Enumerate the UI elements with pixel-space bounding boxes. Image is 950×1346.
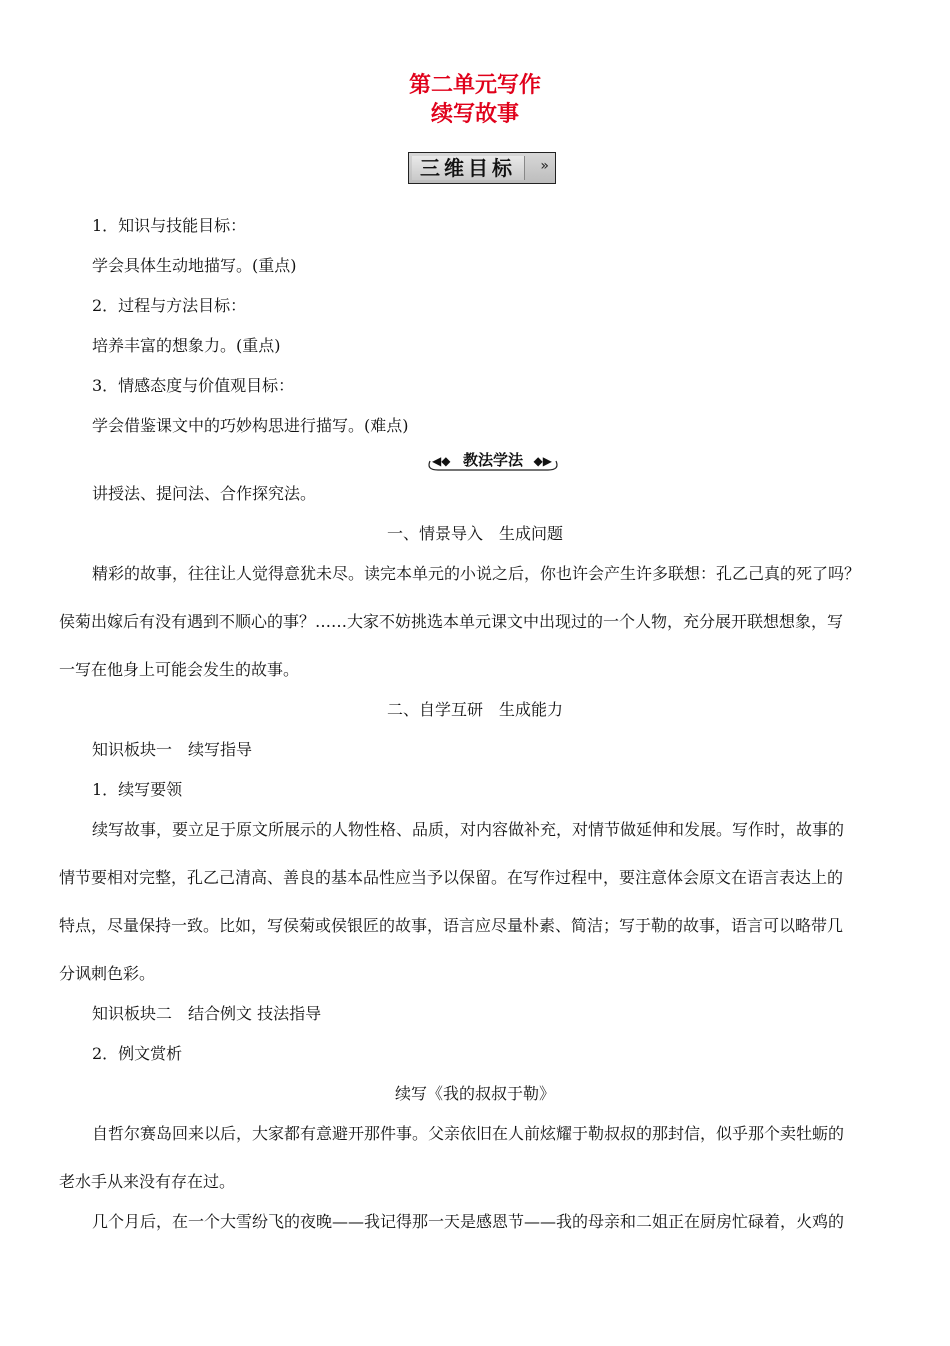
method-badge	[424, 450, 562, 472]
goal-heading-2: 2．过程与方法目标：	[92, 296, 247, 315]
goal-text-2: 培养丰富的想象力。(重点)	[92, 336, 281, 355]
goal-text-1: 学会具体生动地描写。(重点)	[92, 256, 297, 275]
goal-heading-3: 3．情感态度与价值观目标：	[92, 376, 295, 395]
item-heading-1: 1．续写要领	[92, 780, 183, 799]
left-arrow-icon: ◀◆	[432, 454, 451, 468]
method-badge-label: 教法学法	[462, 451, 523, 469]
paragraph-line: 分讽刺色彩。	[59, 964, 156, 983]
document-title: 第二单元写作	[408, 73, 541, 98]
section-heading-2: 二、自学互研 生成能力	[386, 700, 563, 719]
paragraph-line: 侯菊出嫁后有没有遇到不顺心的事？……大家不妨挑选本单元课文中出现过的一个人物，充分展开联想想象，写	[59, 612, 844, 631]
item-heading-2: 2．例文赏析	[92, 1044, 183, 1063]
paragraph-line: 老水手从来没有存在过。	[59, 1172, 236, 1191]
knowledge-block-2: 知识板块二 结合例文 技法指导	[92, 1004, 322, 1023]
paragraph-line: 几个月后，在一个大雪纷飞的夜晚——我记得那一天是感恩节——我的母亲和二姐正在厨房忙碌着，火鸡的	[92, 1212, 845, 1231]
paragraph-line: 特点，尽量保持一致。比如，写侯菊或侯银匠的故事，语言应尽量朴素、简洁；写于勒的故事，语言可以略带几	[59, 916, 844, 935]
double-arrow-icon: »	[540, 158, 549, 174]
paragraph-line: 自哲尔赛岛回来以后，大家都有意避开那件事。父亲依旧在人前炫耀于勒叔叔的那封信，似乎那个卖牡蛎的	[92, 1124, 845, 1143]
example-title: 续写《我的叔叔于勒》	[394, 1084, 555, 1103]
section-heading-1: 一、情景导入 生成问题	[386, 524, 563, 543]
paragraph-line: 续写故事，要立足于原文所展示的人物性格、品质，对内容做补充，对情节做延伸和发展。写作时，故事的	[92, 820, 845, 839]
knowledge-block-1: 知识板块一 续写指导	[92, 740, 253, 759]
document-subtitle: 续写故事	[430, 102, 519, 127]
right-arrow-icon: ◆▶	[533, 454, 552, 468]
method-text: 讲授法、提问法、合作探究法。	[92, 484, 317, 503]
paragraph-line: 一写在他身上可能会发生的故事。	[59, 660, 300, 679]
goal-text-3: 学会借鉴课文中的巧妙构思进行描写。(难点)	[92, 416, 409, 435]
paragraph-line: 精彩的故事，往往让人觉得意犹未尽。读完本单元的小说之后，你也许会产生许多联想：孔乙己真的死了吗？	[92, 564, 861, 583]
paragraph-line: 情节要相对完整，孔乙己清高、善良的基本品性应当予以保留。在写作过程中，要注意体会原文在语言表达上的	[59, 868, 844, 887]
badge-label: 三维目标	[412, 156, 525, 180]
goal-heading-1: 1．知识与技能目标：	[92, 216, 247, 235]
section-badge-goals	[408, 152, 556, 184]
